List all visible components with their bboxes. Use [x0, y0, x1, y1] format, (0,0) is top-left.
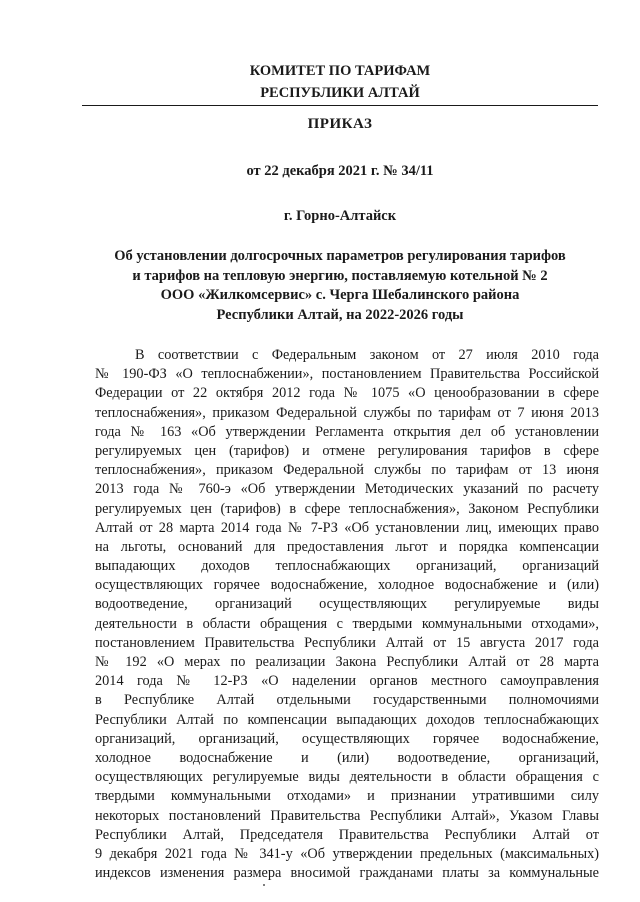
body-line: холодное водоснабжение и (или) водоотведение, организаций,: [95, 749, 599, 766]
body-line: осуществляющих горячее водоснабжение, холодное водоснабжение и (или): [95, 577, 599, 594]
committee-name-line1: КОМИТЕТ ПО ТАРИФАМ: [249, 63, 431, 79]
body-line: 2013 года № 760-э «Об утверждении Методических указаний по расчету: [95, 481, 599, 498]
body-line: В соответствии с Федеральным законом от 27 июля 2010 года: [135, 347, 599, 363]
body-line: Республики Алтай, Председателя Правительства Республики Алтай от: [95, 826, 599, 843]
body-line: № 190-ФЗ «О теплоснабжении», постановлением Правительства Российской: [95, 366, 599, 383]
order-city: г. Горно-Алтайск: [283, 208, 397, 224]
body-line: водоотведение, организаций осуществляющих регулируемые виды: [95, 596, 599, 613]
heading-line: Об установлении долгосрочных параметров регулирования тарифов: [114, 248, 566, 264]
body-line: твердыми коммунальными отходами» и признании утратившими силу: [95, 788, 599, 805]
body-line: постановлением Правительства Республики Алтай от 15 августа 2017 года: [95, 634, 599, 651]
body-line: Федерации от 22 октября 2012 года № 1075 «О ценообразовании в сфере: [95, 385, 599, 402]
body-line: некоторых постановлений Правительства Республики Алтай», Указом Главы: [95, 807, 599, 824]
body-line: индексов изменения размера вносимой гражданами платы за коммунальные: [95, 865, 599, 882]
body-line: теплоснабжения», приказом Федеральной службы по тарифам от 13 июня: [95, 462, 599, 479]
body-line: выпадающих доходов теплоснабжающих организаций, организаций: [95, 558, 599, 575]
body-line: Алтай от 28 марта 2014 года № 7-РЗ «Об установлении лиц, имеющих право: [95, 519, 599, 536]
heading-line: и тарифов на тепловую энергию, поставляемую котельной № 2: [132, 267, 548, 284]
body-line: года № 163 «Об утверждении Регламента открытия дел об установлении: [95, 423, 599, 440]
body-line: теплоснабжения», приказом Федеральной службы по тарифам от 7 июня 2013: [95, 404, 599, 421]
body-line: 9 декабря 2021 года № 341-у «Об утверждении предельных (максимальных): [95, 845, 599, 862]
heading-line: ООО «Жилкомсервис» с. Черга Шебалинского района: [160, 287, 520, 303]
body-line: № 192 «О мерах по реализации Закона Республики Алтай от 28 марта: [95, 654, 599, 670]
heading-line: Республики Алтай, на 2022-2026 годы: [216, 306, 464, 323]
body-line: в Республике Алтай отдельными государственными полномочиями: [95, 692, 599, 709]
body-line: 2014 года № 12-РЗ «О наделении органов местного самоуправления: [95, 673, 599, 690]
order-date-number: от 22 декабря 2021 г. № 34/11: [246, 163, 434, 179]
body-line: Республики Алтай по компенсации выпадающих доходов теплоснабжающих: [95, 711, 599, 728]
body-line: регулируемых цен (тарифов) в сфере теплоснабжения», Законом Республики: [95, 500, 599, 517]
header-divider: [82, 105, 598, 106]
committee-name-line2: РЕСПУБЛИКИ АЛТАЙ: [260, 85, 420, 101]
body-line: осуществляющих регулируемые виды деятельности в области обращения с: [95, 769, 599, 786]
order-title: ПРИКАЗ: [307, 116, 373, 132]
order-heading: [82, 247, 598, 325]
scan-speck: [263, 884, 265, 886]
body-line: на льготы, оснований для предоставления льгот и порядка компенсации: [95, 538, 599, 555]
body-line: организаций, организаций, осуществляющих горячее водоснабжение,: [95, 730, 599, 747]
body-line: регулируемых цен (тарифов) и отмене регулирования тарифов в сфере: [95, 442, 599, 459]
body-line: деятельности в области обращения с твердыми коммунальными отходами»,: [95, 615, 599, 632]
order-body-text: [95, 346, 599, 883]
